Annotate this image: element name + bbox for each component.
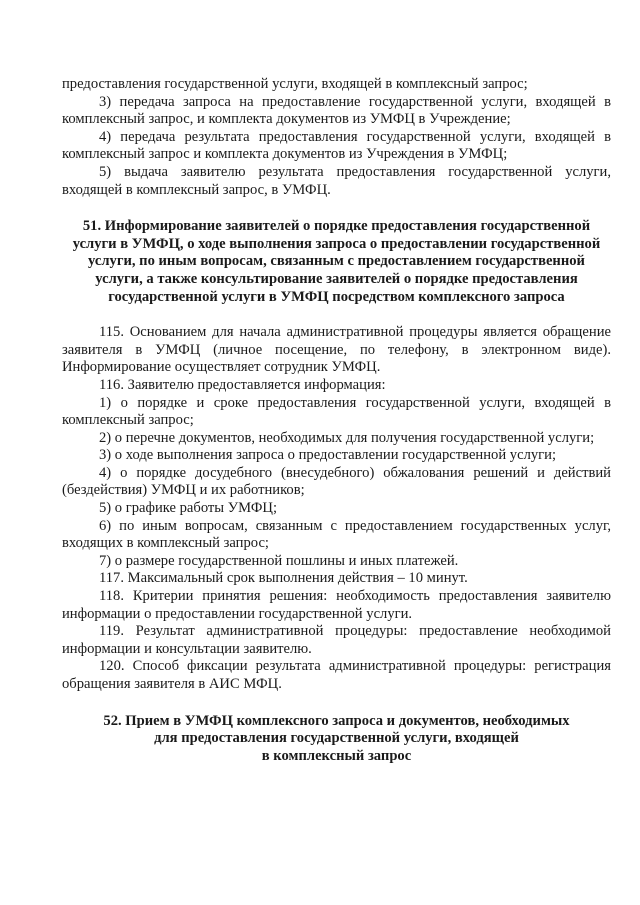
list-item: 5) выдача заявителю результата предоставления государственной услуги, входящей в комплексный запрос, в УМФЦ. (62, 163, 611, 198)
list-item: 7) о размере государственной пошлины и иных платежей. (99, 552, 459, 569)
list-item: 1) о порядке и сроке предоставления государственной услуги, входящей в комплексный запрос; (62, 394, 611, 429)
section-52-heading (62, 713, 611, 766)
list-item: 4) о порядке досудебного (внесудебного) обжалования решений и действий (бездействия) УМФЦ и их работников; (62, 464, 611, 499)
section-51-heading: 51. Информирование заявителей о порядке предоставления государственной услуги в УМФЦ, о ходе выполнения запроса о предоставлении государственной услуги, по иным вопросам, связанным с предоставлением государственной услуги, а также консультирование заявителей о порядке предоставления государственной услуги в УМФЦ посредством комплексного запроса (72, 218, 601, 305)
list-item: 6) по иным вопросам, связанным с предоставлением государственных услуг, входящих в комплексный запрос; (62, 517, 611, 552)
paragraph-115: 115. Основанием для начала административной процедуры является обращение заявителя в УМФЦ (личное посещение, по телефону, в электронном виде). Информирование осуществляет сотрудник УМФЦ. (62, 324, 611, 376)
list-item: 3) о ходе выполнения запроса о предоставлении государственной услуги; (99, 447, 557, 464)
section-52-heading-line: 52. Прием в УМФЦ комплексного запроса и документов, необходимых (103, 712, 570, 729)
paragraph-119: 119. Результат административной процедуры: предоставление необходимой информации и консультации заявителю. (62, 623, 611, 657)
paragraph-116: 116. Заявителю предоставляется информация: (99, 376, 386, 393)
list-item: 2) о перечне документов, необходимых для получения государственной услуги; (99, 429, 595, 446)
section-52-heading-line: в комплексный запрос (261, 747, 412, 764)
paragraph-120: 120. Способ фиксации результата административной процедуры: регистрация обращения заявителя в АИС МФЦ. (62, 658, 611, 692)
paragraph-117: 117. Максимальный срок выполнения действия – 10 минут. (99, 570, 468, 587)
section-52-heading-line: для предоставления государственной услуги, входящей (154, 730, 519, 747)
list-item: 5) о графике работы УМФЦ; (99, 500, 278, 517)
document-body (62, 76, 611, 765)
list-item: 4) передача результата предоставления государственной услуги, входящей в комплексный запрос и комплекта документов из Учреждения в УМФЦ; (62, 128, 611, 163)
paragraph-118: 118. Критерии принятия решения: необходимость предоставления заявителю информации о предоставлении государственной услуги. (62, 588, 611, 622)
list-item: 3) передача запроса на предоставление государственной услуги, входящей в комплексный запрос, и комплекта документов из УМФЦ в Учреждение; (62, 93, 611, 128)
list-item: предоставления государственной услуги, входящей в комплексный запрос; (62, 76, 528, 92)
